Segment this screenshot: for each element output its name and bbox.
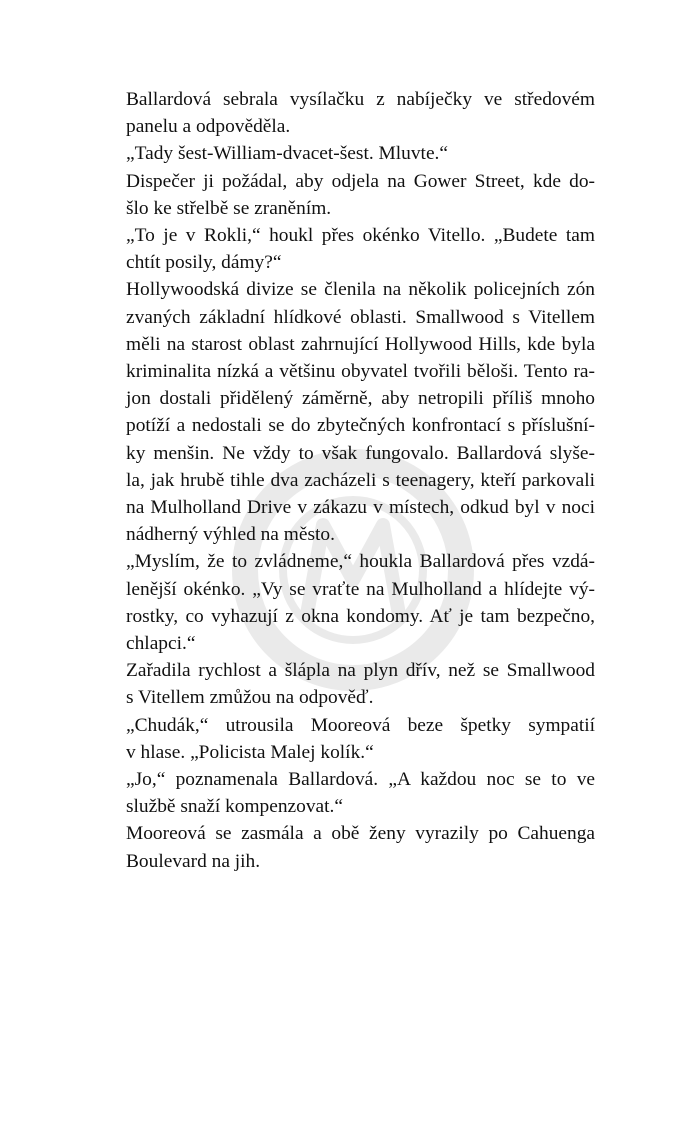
paragraph [126, 140, 595, 167]
paragraph [126, 820, 595, 874]
text-line: nádherný výhled na město. [126, 524, 335, 546]
text-line: zvaných základní hlídkové oblasti. Smallwood s Vitellem [126, 306, 595, 328]
text-line: panelu a odpověděla. [126, 116, 291, 138]
text-line: jon dostali přidělený záměrně, aby netropili příliš mnoho [126, 388, 595, 410]
paragraph [126, 712, 595, 766]
text-line: chlapci.“ [126, 633, 196, 655]
text-line: šlo ke střelbě se zraněním. [126, 197, 332, 219]
text-line: chtít posily, dámy?“ [126, 252, 282, 274]
text-line: ky menšin. Ne vždy to však fungovalo. Ballardová slyše- [126, 442, 595, 464]
text-line: „Tady šest-William-dvacet-šest. Mluvte.“ [126, 143, 449, 165]
text-line: „Jo,“ poznamenala Ballardová. „A každou noc se to ve [126, 769, 595, 791]
paragraph [126, 276, 595, 548]
text-line: Ballardová sebrala vysílačku z nabíječky ve středovém [126, 89, 595, 110]
text-line: „Chudák,“ utrousila Mooreová beze špetky sympatií [126, 714, 595, 736]
text-line: v hlase. „Policista Malej kolík.“ [126, 741, 374, 763]
text-line: Zařadila rychlost a šlápla na plyn dřív, než se Smallwood [126, 660, 595, 682]
paragraph [126, 766, 595, 820]
text-line: Dispečer ji požádal, aby odjela na Gower Street, kde do- [126, 170, 595, 192]
text-line: potíží a nedostali se do zbytečných konfrontací s příslušní- [126, 415, 595, 437]
text-line: lenější okénko. „Vy se vraťte na Mulholland a hlídejte vý- [126, 578, 595, 600]
text-line: s Vitellem zmůžou na odpověď. [126, 687, 374, 709]
paragraph [126, 548, 595, 657]
text-line: měli na starost oblast zahrnující Hollywood Hills, kde byla [126, 333, 595, 355]
text-line: Mooreová se zasmála a obě ženy vyrazily po Cahuenga [126, 823, 595, 845]
paragraph [126, 86, 595, 140]
text-line: rostky, co vyhazují z okna kondomy. Ať je tam bezpečno, [126, 605, 595, 627]
text-line: kriminalita nízká a většinu obyvatel tvořili běloši. Tento ra- [126, 361, 595, 383]
text-line: Boulevard na jih. [126, 850, 261, 872]
text-line: na Mulholland Drive v zákazu v místech, odkud byl v noci [126, 497, 595, 519]
paragraph [126, 222, 595, 276]
page-text [126, 86, 595, 875]
text-line: službě snaží kompenzovat.“ [126, 796, 343, 818]
text-line: Hollywoodská divize se členila na několik policejních zón [126, 279, 595, 301]
paragraph [126, 168, 595, 222]
paragraph [126, 657, 595, 711]
text-line: la, jak hrubě tihle dva zacházeli s teenagery, kteří parkovali [126, 469, 595, 491]
text-line: „Myslím, že to zvládneme,“ houkla Ballardová přes vzdá- [126, 551, 595, 573]
text-line: „To je v Rokli,“ houkl přes okénko Vitello. „Budete tam [126, 225, 595, 247]
